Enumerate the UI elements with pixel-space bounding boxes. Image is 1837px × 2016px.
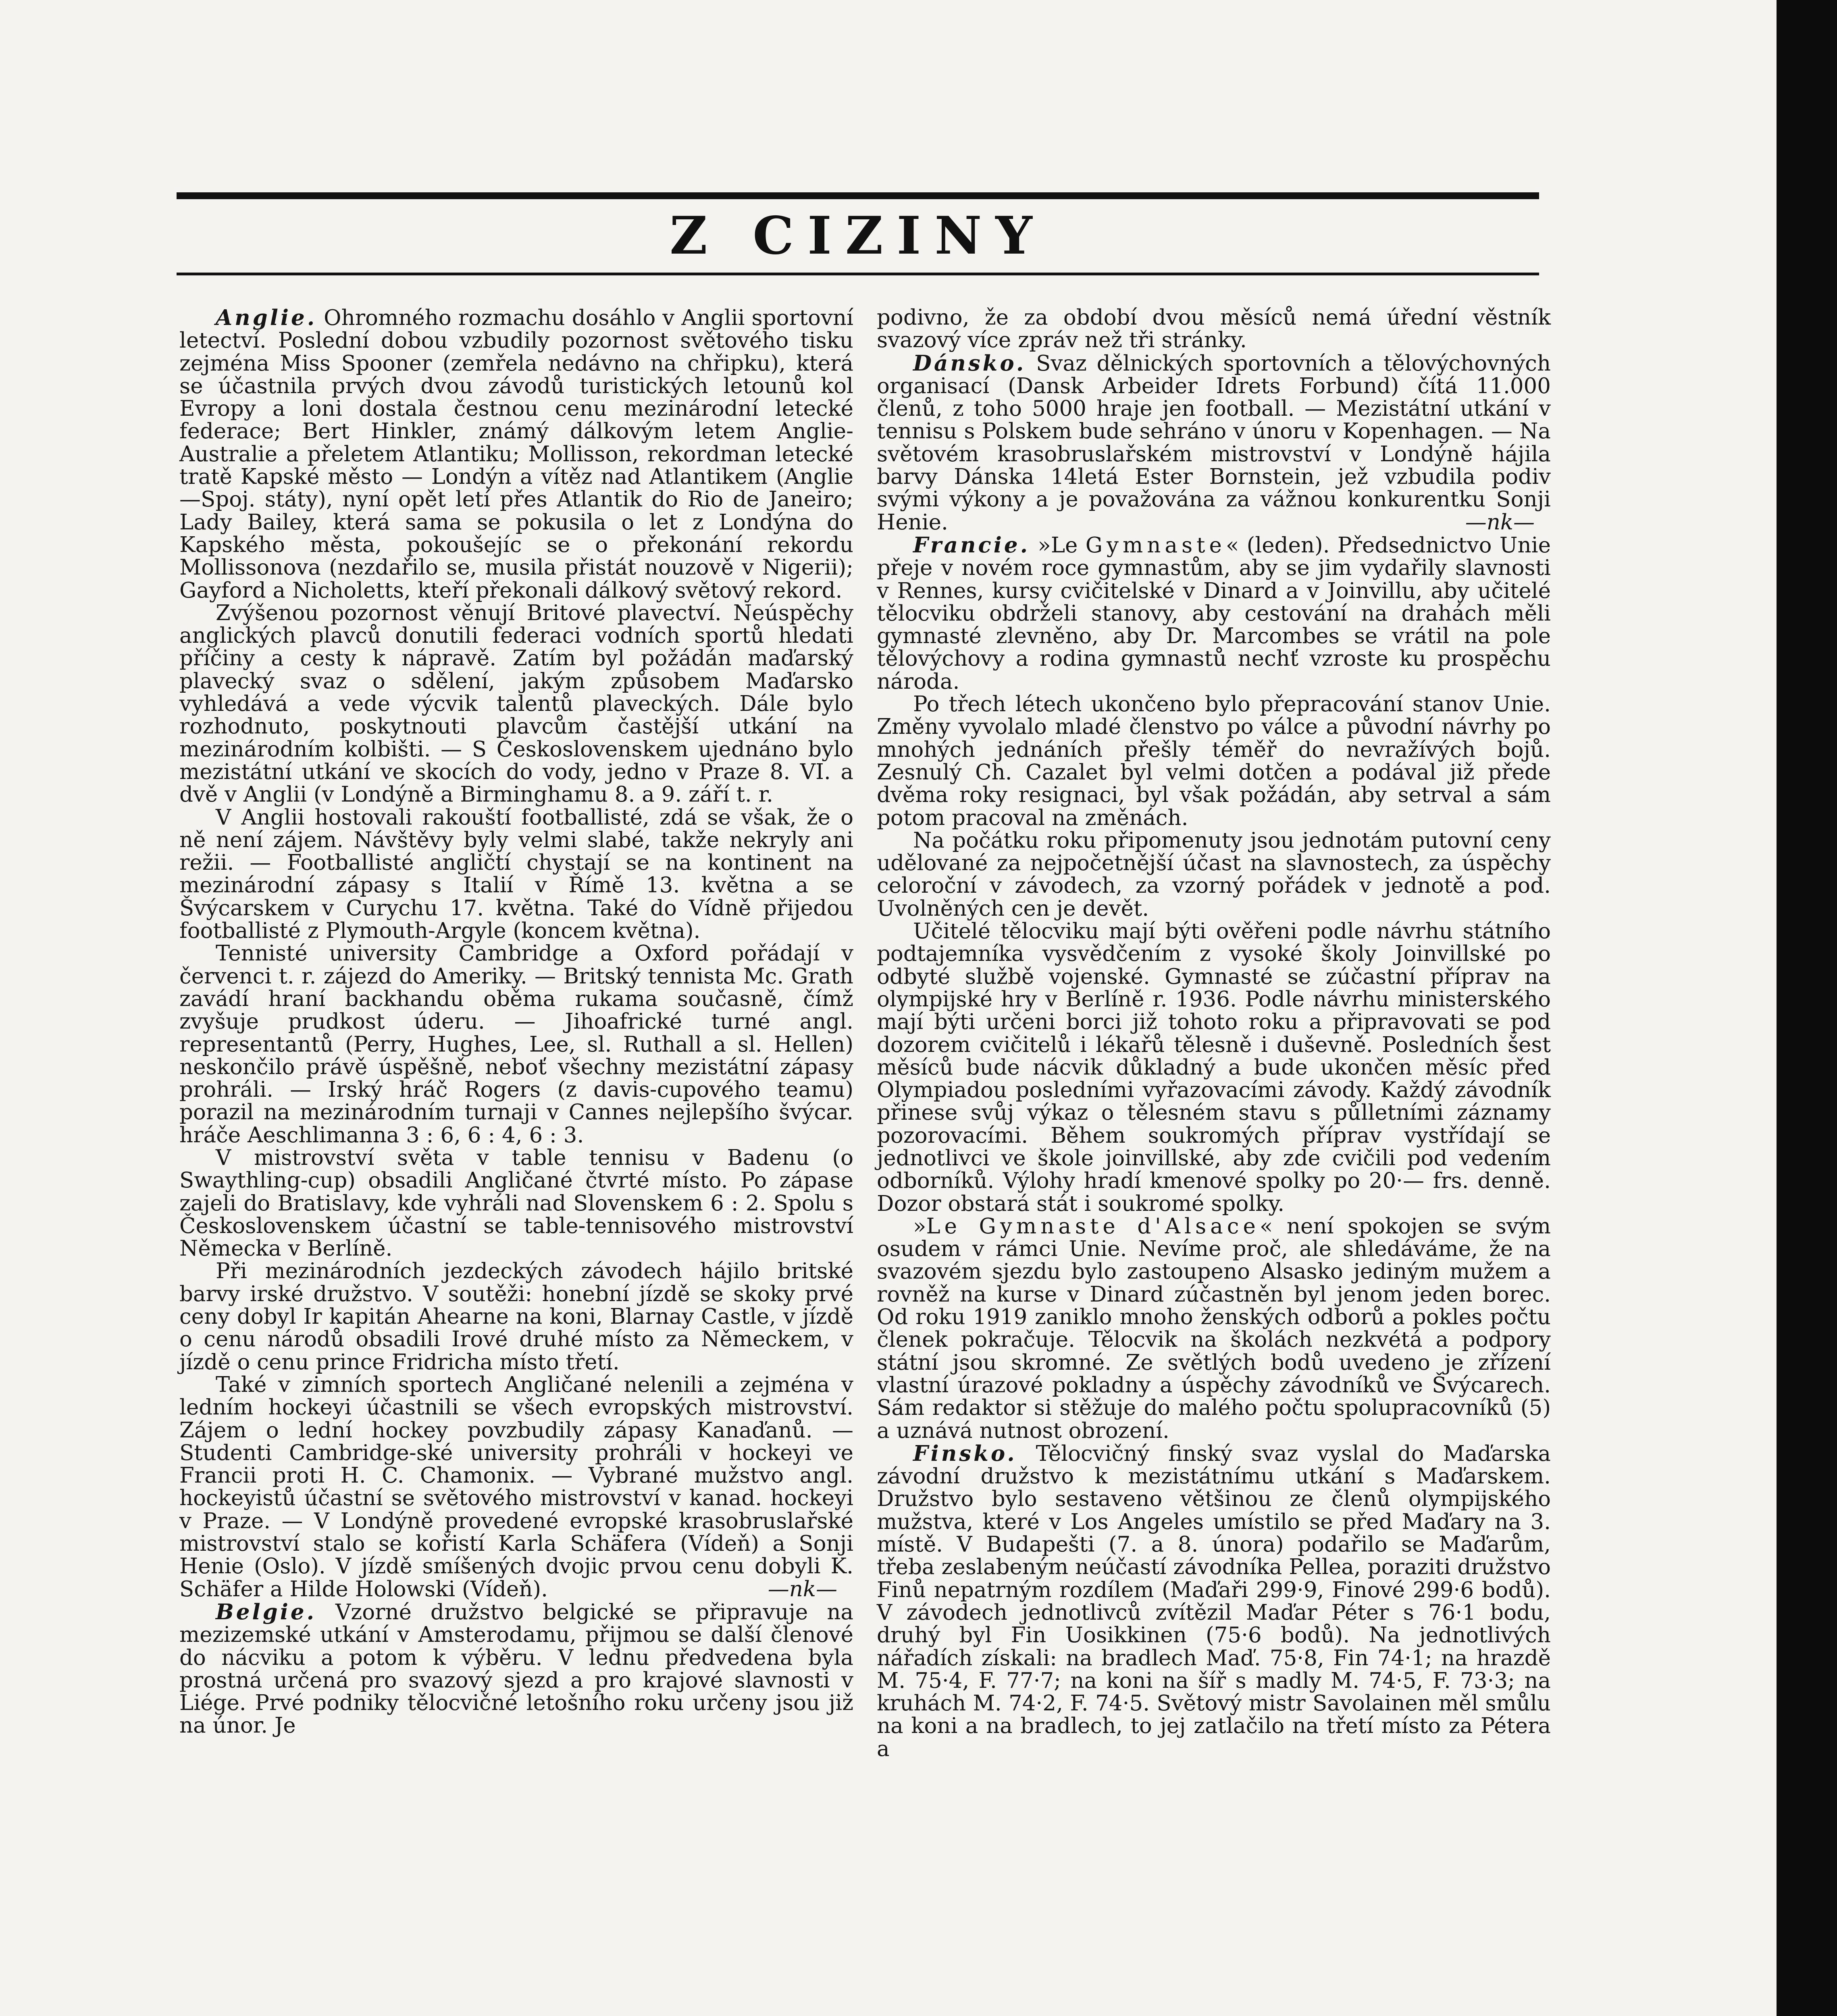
paragraph-finsko <box>877 1442 1551 1760</box>
paragraph-anglie-winter-sports <box>179 1374 853 1601</box>
quote-open: » <box>913 1214 926 1239</box>
paragraph-anglie-tennis: Tennisté university Cambridge a Oxford pořádají v červenci t. r. zájezd do Ameriky. — Britský tennista Mc. Grath zavádí hraní backhandu oběma rukama současně, čímž zvyšuje prudkost úderu. — Jihoafrické turné angl. representantů (Perry, Hughes, Lee, sl. Ruthall a sl. Hellen) neskončilo právě úspěšně, neboť všechny mezistátní zápasy prohráli. — Irský hráč Rogers (z davis-cupového teamu) porazil na mezinárodním turnaji v Cannes nejlepšího švýcar. hráče Aeschlimanna 3 : 6, 6 : 4, 6 : 3. <box>179 941 853 1148</box>
paragraph-francie-statutes: Po třech létech ukončeno bylo přepracování stanov Unie. Změny vyvolalo mladé členstvo po válce a původní návrhy po mnohých jednáních přešly téměř do nevražívých bojů. Zesnulý Ch. Cazalet byl velmi dotčen a podával již přede dvěma roky resignaci, byl však požádán, aby setrval a sám potom pracoval na změnách. <box>877 692 1551 830</box>
paragraph-text: Ohromného rozmachu dosáhlo v Anglii sportovní letectví. Poslední dobou vzbudily pozornost světového tisku zejména Miss Spooner (zemřela nedávno na chřipku), která se účastnila prvých dvou závodů turistických letounů kol Evropy a loni dostala čestnou cenu mezinárodní letecké federace; Bert Hinkler, známý dálkovým letem Anglie-Australie a přeletem Atlantiku; Mollisson, rekordman letecké tratě Kapské město — Londýn a vítěz nad Atlantikem (Anglie—Spoj. státy), nyní opět letí přes Atlantik do Rio de Janeiro; Lady Bailey, která sama se pokusila o let z Londýna do Kapského města, pokoušejíc se o překonání rekordu Mollissonova (nezdařilo se, musila přistát nouzově v Nigerii); Gayford a Nicholetts, kteří překonali dálkový světový rekord. <box>179 306 853 603</box>
quote-open: »Le <box>1038 533 1086 558</box>
country-heading-francie: Francie. <box>913 532 1030 558</box>
section-title: Z CIZINY <box>670 206 1046 266</box>
header-rule-thick <box>177 192 1539 199</box>
country-heading-finsko: Finsko. <box>913 1441 1017 1466</box>
paragraph-text: Tělocvičný finský svaz vyslal do Maďarska závodní družstvo k mezistátnímu utkání s Maďarskem. Družstvo bylo sestaveno většinou ze členů olympijského mužstva, které v Los Angeles umístilo se před Maďary na 3. místě. V Budapešti (7. a 8. února) podařilo se Maďarům, třeba zeslabeným neúčastí závodníka Pellea, poraziti družstvo Finů nepatrným rozdílem (Maďaři 299·9, Finové 299·6 bodů). V závodech jednotlivců zvítězil Maďar Péter s 76·1 bodu, druhý byl Fin Uosikkinen (75·6 bodů). Na jednotlivých nářadích získali: na bradlech Maď. 75·8, Fin 74·1; na hrazdě M. 75·4, F. 77·7; na koni na šíř s madly M. 74·5, F. 73·3; na kruhách M. 74·2, F. 74·5. Světový mistr Savolainen měl smůlu na koni a na bradlech, to jej zatlačilo na třetí místo za Pétera a <box>877 1441 1551 1761</box>
paragraph-text: « není spokojen se svým osudem v rámci Unie. Nevíme proč, ale shledáváme, že na svazovém sjezdu bylo zastoupeno Alsasko jediným mužem a rovněž na kurse v Dinard zúčastněn byl jenom jeden borec. Od roku 1919 zaniklo mnoho ženských odborů a pokles počtu členek pokračuje. Tělocvik na školách nezkvétá a podpory státní jsou skromné. Ze světlých bodů uvedeno je zřízení vlastní úrazové pokladny a úspěchy závodníků ve Švýcarech. Sám redaktor si stěžuje do malého počtu spolupracovníků (5) a uznává nutnost obrození. <box>877 1214 1551 1443</box>
journal-title: Le Gymnaste d'Alsace <box>926 1214 1260 1239</box>
header-rule-thin <box>177 273 1539 275</box>
paragraph-text: « (leden). Předsednictvo Unie přeje v novém roce gymnastům, aby se jim vydařily slavnosti v Rennes, kursy cvičitelské v Dinard a v Joinvillu, aby učitelé tělocviku obdrželi stanovy, aby cestování na drahách měli gymnasté zlevněno, aby Dr. Marcombes se vrátil na pole tělovýchovy a rodina gymnastů nechť vzroste ku prospěchu národa. <box>877 533 1551 694</box>
paragraph-francie-prizes: Na počátku roku připomenuty jsou jednotám putovní ceny udělované za nejpočetnější účast na slavnostech, za úspěchy celoroční v závodech, za vzorný pořádek v jednotě a pod. Uvolněných cen je devět. <box>877 828 1551 921</box>
paragraph-belgie-continuation: podivno, že za období dvou měsíců nemá úřední věstník svazový více zpráv než tři stránky. <box>877 305 1551 353</box>
paragraph-dansko <box>877 352 1551 534</box>
author-signature: —nk— <box>768 1577 837 1602</box>
paragraph-anglie-aviation <box>179 306 853 602</box>
left-column <box>179 306 853 1737</box>
country-heading-anglie: Anglie. <box>216 305 317 330</box>
paragraph-belgie <box>179 1601 853 1737</box>
country-heading-dansko: Dánsko. <box>913 350 1026 376</box>
paragraph-anglie-football: V Anglii hostovali rakouští footballisté, zdá se však, že o ně není zájem. Návštěvy byly velmi slabé, takže nekryly ani režii. — Footballisté angličtí chystají se na kontinent na mezinárodní zápasy s Italií v Římě 13. května a se Švýcarskem v Curychu 17. května. Také do Vídně přijedou footballisté z Plymouth-Argyle (koncem května). <box>179 805 853 943</box>
author-signature: —nk— <box>1465 510 1535 535</box>
paragraph-text: Vzorné družstvo belgické se připravuje na mezizemské utkání v Amsterodamu, přijmou se další členové do nácviku a potom k výběru. V lednu předvedena byla prostná určená pro svazový sjezd a pro krajové slavnosti v Liége. Prvé podniky tělocvičné letošního roku určeny jsou již na únor. Je <box>179 1599 853 1738</box>
paragraph-francie <box>877 534 1551 693</box>
paragraph-text: Také v zimních sportech Angličané nelenili a zejména v ledním hockeyi účastnili se všech evropských mistrovství. Zájem o lední hockey povzbudily zápasy Kanaďanů. — Studenti Cambridge-ské university prohráli v hockeyi ve Francii proti H. C. Chamonix. — Vybrané mužstvo angl. hockeyistů účastní se světového mistrovství v kanad. hockeyi v Praze. — V Londýně provedené evropské krasobruslařské mistrovství stalo se kořistí Karla Schäfera (Vídeň) a Sonji Henie (Oslo). V jízdě smíšených dvojic prvou cenu dobyli K. Schäfer a Hilde Holowski (Vídeň). <box>179 1372 853 1602</box>
journal-title: Gymnaste <box>1085 533 1226 558</box>
right-column <box>877 306 1551 1760</box>
paragraph-anglie-table-tennis: V mistrovství světa v table tennisu v Badenu (o Swaythling-cup) obsadili Angličané čtvrté místo. Po zápase zajeli do Bratislavy, kde vyhráli nad Slovenskem 6 : 2. Spolu s Československem účastní se table-tennisového mistrovství Německa v Berlíně. <box>179 1145 853 1261</box>
paragraph-text: Svaz dělnických sportovních a tělovýchovných organisací (Dansk Arbeider Idrets Forbund) čítá 11.000 členů, z toho 5000 hraje jen football. — Mezistátní utkání v tennisu s Polskem bude sehráno v únoru v Kopenhagen. — Na světovém krasobruslařském mistrovství v Londýně hájila barvy Dánska 14letá Ester Bornstein, jež vzbudila podiv svými výkony a je považována za vážnou konkurentku Sonji Henie. <box>877 351 1551 535</box>
paragraph-anglie-swimming: Zvýšenou pozornost věnují Britové plavectví. Neúspěchy anglických plavců donutili federaci vodních sportů hledati příčiny a cesty k nápravě. Zatím byl požádán maďarský plavecký svaz o sdělení, jakým způsobem Maďarsko vyhledává a vede výcvik talentů plaveckých. Dále bylo rozhodnuto, poskytnouti plavcům častější utkání na mezinárodním kolbišti. — S Československem ujednáno bylo mezistátní utkání ve skocích do vody, jedno v Praze 8. VI. a dvě v Anglii (v Londýně a Birminghamu 8. a 9. září t. r. <box>179 600 853 807</box>
paragraph-anglie-equestrian: Při mezinárodních jezdeckých závodech hájilo britské barvy irské družstvo. V soutěži: honební jízdě se skoky prvé ceny dobyl Ir kapitán Ahearne na koni, Blarnay Castle, v jízdě o cenu národů obsadili Irové druhé místo za Německem, v jízdě o cenu prince Fridricha místo třetí. <box>179 1259 853 1375</box>
paragraph-francie-alsace <box>877 1215 1551 1442</box>
country-heading-belgie: Belgie. <box>216 1599 317 1624</box>
paragraph-francie-teachers: Učitelé tělocviku mají býti ověřeni podle návrhu státního podtajemníka vysvědčením z vysoké školy Joinvillské po odbyté službě vojenské. Gymnasté se zúčastní příprav na olympijské hry v Berlíně r. 1936. Podle návrhu ministerského mají býti určeni borci již tohoto roku a připravovati se pod dozorem cvičitelů i lékařů tělesně i duševně. Posledních šest měsíců bude nácvik důkladný a bude ukončen měsíc před Olympiadou posledními vyřazovacími závody. Každý závodník přinese svůj výkaz o tělesném stavu s půlletními záznamy pozorovacími. Během soukromých příprav vystřídají se jednotlivci ve škole joinvillské, aby zde cvičili pod vedením odborníků. Výlohy hradí kmenové spolky po 20·— frs. denně. Dozor obstará stát i soukromé spolky. <box>877 919 1551 1216</box>
